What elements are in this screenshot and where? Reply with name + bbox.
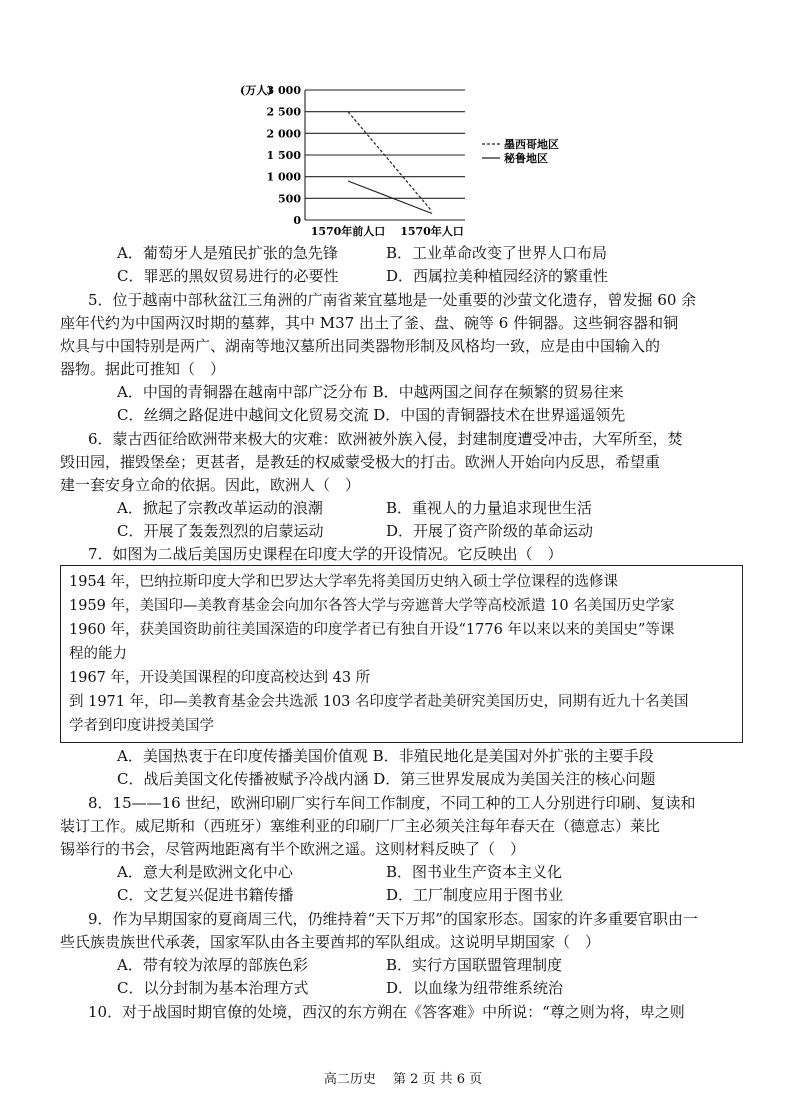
- y-axis-label: (万人): [240, 84, 273, 97]
- q7-box-line: 1959 年，美国印—美教育基金会向加尔各答大学与旁遮普大学等高校派遣 10 名美国历史学家: [69, 598, 675, 614]
- q10-line-1: 10．对于战国时期官僚的处境，西汉的东方朔在《答客难》中所说：“尊之则为将，卑之则: [88, 1003, 685, 1021]
- q9-option-a: A．带有较为浓厚的部族色彩: [117, 956, 308, 974]
- q6-option-a: A．掀起了宗教改革运动的浪潮: [117, 499, 323, 517]
- q8-line-2: 装订工作。威尼斯和（西班牙）塞维利亚的印刷厂厂主必须关注每年春天在（德意志）莱比: [60, 817, 661, 835]
- q6-line-2: 毁田园，摧毁堡垒；更甚者，是教廷的权威蒙受极大的打击。欧洲人开始向内反思，希望重: [60, 453, 661, 471]
- q6-line-1: 6．蒙古西征给欧洲带来极大的灾难：欧洲被外族入侵，封建制度遭受冲击，大军所至，焚: [88, 430, 683, 448]
- q7-box-line: 1967 年，开设美国课程的印度高校达到 43 所: [69, 670, 371, 686]
- q8-option-c: C．文艺复兴促进书籍传播: [117, 886, 294, 904]
- q7-box-line: 1960 年，获美国资助前往美国深造的印度学者已有独自开设“1776 年以来以来的美国史”等课: [69, 622, 675, 638]
- y-tick-label: 3 000: [266, 84, 301, 97]
- q7-box-line: 到 1971 年，印—美教育基金会共选派 103 名印度学者赴美研究美国历史，同期有近九十名美国: [69, 694, 689, 710]
- y-tick-label: 0: [293, 214, 301, 227]
- q4-option-d: D．西属拉美种植园经济的繁重性: [386, 267, 609, 285]
- q7-box-line: 学者到印度讲授美国学: [69, 718, 214, 734]
- legend-label: 墨西哥地区: [504, 138, 559, 151]
- q7-options-cd: C．战后美国文化传播被赋予冷战内涵 D．第三世界发展成为美国关注的核心问题: [117, 770, 656, 788]
- q5-line-1: 5．位于越南中部秋盆江三角洲的广南省莱宜墓地是一处重要的沙萤文化遗存，曾发掘 60 余: [88, 291, 697, 309]
- q7-line-1: 7．如图为二战后美国历史课程在印度大学的开设情况。它反映出（ ）: [88, 545, 563, 563]
- population-line-chart: [230, 78, 610, 238]
- q5-line-4: 器物。据此可推知（ ）: [60, 360, 226, 378]
- q6-option-d: D．开展了资产阶级的革命运动: [386, 522, 594, 540]
- q9-line-2: 些氏族贵族世代承袭，国家军队由各主要酋邦的军队组成。这说明早期国家（ ）: [60, 933, 601, 951]
- q4-option-a: A．葡萄牙人是殖民扩张的急先锋: [117, 244, 338, 262]
- q6-option-c: C．开展了轰轰烈烈的启蒙运动: [117, 522, 324, 540]
- q5-line-2: 座年代约为中国两汉时期的墓葬，其中 M37 出土了釜、盘、碗等 6 件铜器。这些铜容器和铜: [60, 314, 679, 332]
- y-tick-label: 500: [278, 192, 301, 206]
- q7-box-line: 程的能力: [69, 646, 127, 662]
- q5-options-cd: C．丝绸之路促进中越间文化贸易交流 D．中国的青铜器技术在世界遥遥领先: [117, 406, 626, 424]
- legend-label: 秘鲁地区: [504, 152, 548, 165]
- q7-box-line: 1954 年，巴纳拉斯印度大学和巴罗达大学率先将美国历史纳入硕士学位课程的选修课: [69, 574, 619, 590]
- population-chart: [230, 78, 610, 238]
- q7-options-ab: A．美国热衷于在印度传播美国价值观 B．非殖民地化是美国对外扩张的主要手段: [117, 747, 654, 765]
- x-tick-label: 1570年前人口: [310, 225, 386, 238]
- x-tick-label: 1570年人口: [400, 225, 464, 238]
- q9-option-d: D．以血缘为纽带维系统治: [386, 979, 564, 997]
- y-tick-label: 2 000: [266, 127, 301, 141]
- series-line-0: [348, 112, 432, 212]
- q9-option-c: C．以分封制为基本治理方式: [117, 979, 309, 997]
- q5-line-3: 炊具与中国特别是两广、湖南等地汉墓所出同类器物形制及风格均一致，应是由中国输入的: [60, 337, 661, 355]
- q7-material-box: [60, 565, 743, 743]
- q4-option-c: C．罪恶的黑奴贸易进行的必要性: [117, 267, 339, 285]
- q8-option-b: B．图书业生产资本主义化: [386, 863, 563, 881]
- q8-line-1: 8．15——16 世纪，欧洲印刷厂实行车间工作制度，不同工种的工人分别进行印刷、复读和: [88, 794, 696, 812]
- q4-option-b: B．工业革命改变了世界人口布局: [386, 244, 608, 262]
- q6-line-3: 建一套安身立命的依据。因此，欧洲人（ ）: [60, 476, 361, 494]
- q5-options-ab: A．中国的青铜器在越南中部广泛分布 B．中越两国之间存在频繁的贸易往来: [117, 383, 624, 401]
- page-footer: 高二历史 第 2 页 共 6 页: [323, 1072, 483, 1087]
- q8-option-a: A．意大利是欧洲文化中心: [117, 863, 293, 881]
- q9-option-b: B．实行方国联盟管理制度: [386, 956, 563, 974]
- q8-option-d: D．工厂制度应用于图书业: [386, 886, 564, 904]
- q6-option-b: B．重视人的力量追求现世生活: [386, 499, 593, 517]
- q9-line-1: 9．作为早期国家的夏商周三代，仍维持着“天下万邦”的国家形态。国家的许多重要官职由一: [88, 910, 698, 928]
- y-tick-label: 1 500: [266, 149, 301, 162]
- y-tick-label: 2 500: [266, 105, 301, 119]
- q8-line-3: 锡举行的书会，尽管两地距离有半个欧洲之遥。这则材料反映了（ ）: [60, 840, 526, 858]
- y-tick-label: 1 000: [266, 170, 301, 184]
